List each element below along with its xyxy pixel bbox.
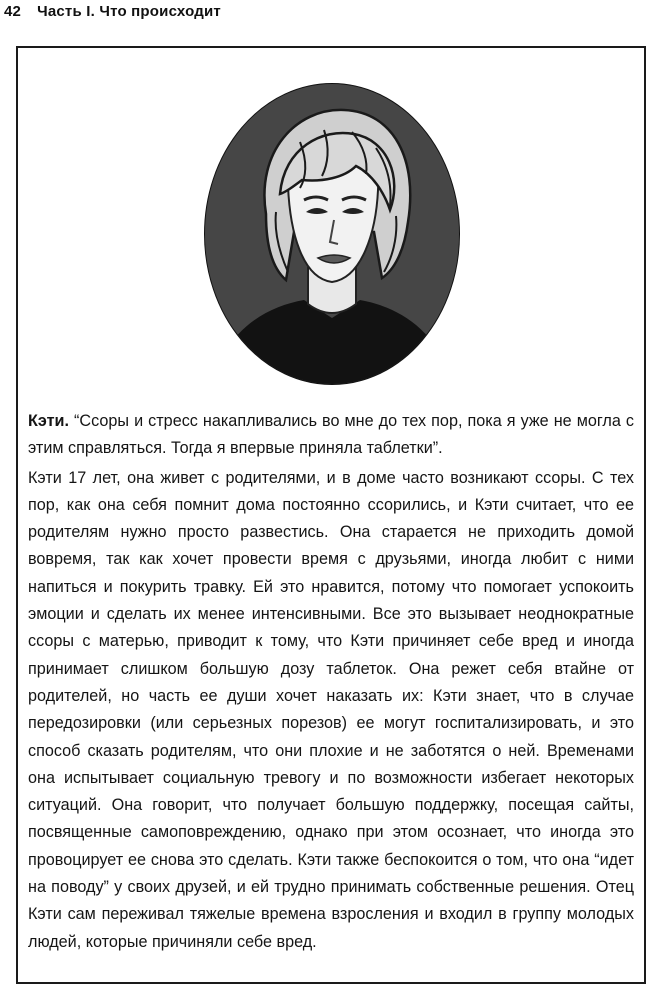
case-study-text: [28, 408, 634, 960]
section-title: Часть I. Что происходит: [37, 2, 221, 20]
portrait-illustration-icon: [204, 82, 460, 386]
running-head: [4, 0, 221, 22]
body-paragraph: Кэти 17 лет, она живет с родителями, и в доме часто возникают ссоры. С тех пор, как она себя помнит дома постоянно ссорились, и Кэти считает, что ее родителям нужно просто развестись. Она старается не приходить домой вовремя, так как хочет провести время с друзьями, иногда любит с ними напиться и покурить травку. Ей это нравится, потому что помогает успокоить эмоции и сделать их менее интенсивными. Все это вызывает неоднократные ссоры с матерью, приводит к тому, что Кэти причиняет себе вред и иногда принимает слишком большую дозу таблеток. Она режет себя втайне от родителей, но часть ее души хочет наказать их: Кэти знает, что в случае передозировки (или серьезных порезов) ее могут госпитализировать, и это способ сказать родителям, что они плохие и не заботятся о ней. Временами она испытывает социальную тревогу и по возможности избегает некоторых ситуаций. Она говорит, что получает большую поддержку, посещая сайты, посвященные самоповреждению, однако при этом осознает, что иногда это провоцирует ее снова это сделать. Кэти также беспокоится о том, что она “идет на поводу” у своих друзей, и ей трудно принимать собственные решения. Отец Кэти сам переживал тяжелые времена взросления и входил в группу молодых людей, которые причиняли себе вред.: [28, 468, 634, 951]
case-study-box: [16, 46, 646, 984]
quote-text: “Ссоры и стресс накапливались во мне до тех пор, пока я уже не могла с этим справляться. Тогда я впервые приняла таблетки”.: [28, 412, 634, 458]
speaker-name: Кэти.: [28, 412, 69, 430]
quote-paragraph: [28, 408, 634, 463]
page-number: 42: [4, 2, 22, 20]
